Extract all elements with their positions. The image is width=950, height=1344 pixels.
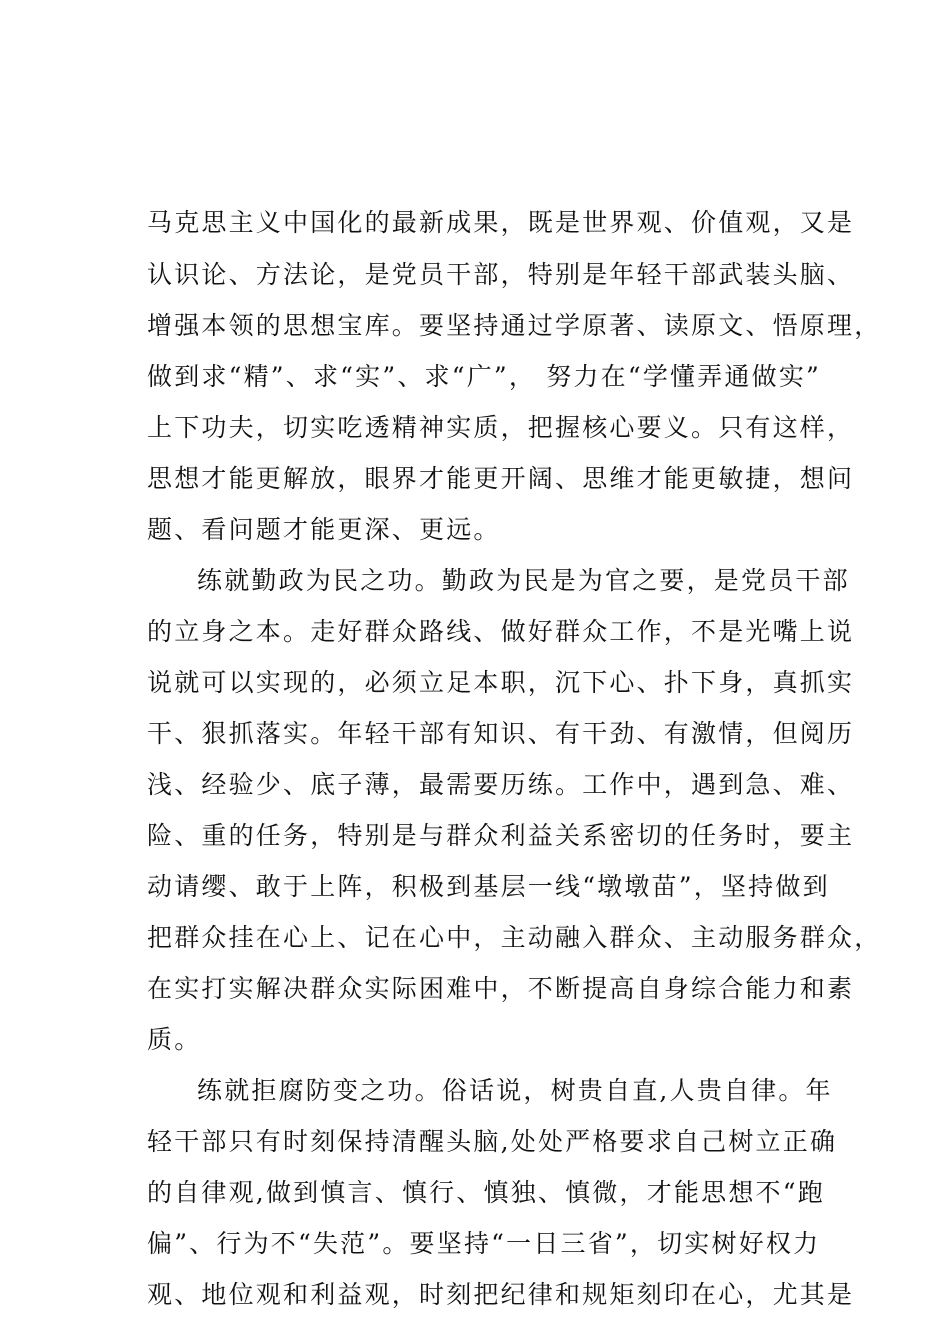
text-line: 的自律观,做到慎言、慎行、慎独、慎微，才能思想不“跑	[147, 1178, 825, 1207]
text-line: 在实打实解决群众实际困难中，不断提高自身综合能力和素	[147, 974, 855, 1003]
text-line: 观、地位观和利益观，时刻把纪律和规矩刻印在心，尤其是	[147, 1280, 855, 1309]
text-line: 偏”、行为不“失范”。要坚持“一日三省”，切实树好权力	[147, 1229, 821, 1258]
text-line: 质。	[147, 1025, 202, 1054]
text-line: 思想才能更解放，眼界才能更开阔、思维才能更敏捷，想问	[147, 464, 855, 493]
text-line: 浅、经验少、底子薄，最需要历练。工作中，遇到急、难、	[147, 770, 855, 799]
text-line: 说就可以实现的，必须立足本职，沉下心、扑下身，真抓实	[147, 668, 855, 697]
text-line: 增强本领的思想宝库。要坚持通过学原著、读原文、悟原理，	[147, 311, 882, 340]
text-line: 干、狠抓落实。年轻干部有知识、有干劲、有激情，但阅历	[147, 719, 855, 748]
paragraph-heading: 练就勤政为民之功。勤政为民是为官之要，是党员干部	[197, 566, 850, 595]
text-line: 动请缨、敢于上阵，积极到基层一线“墩墩苗”，坚持做到	[147, 872, 830, 901]
text-line: 认识论、方法论，是党员干部，特别是年轻干部武装头脑、	[147, 260, 855, 289]
paragraph-heading: 练就拒腐防变之功。俗话说，树贵自直,人贵自律。年	[197, 1076, 833, 1105]
text-line: 题、看问题才能更深、更远。	[147, 515, 501, 544]
text-line: 轻干部只有时刻保持清醒头脑,处处严格要求自己树立正确	[147, 1127, 838, 1156]
text-line: 上下功夫，切实吃透精神实质，把握核心要义。只有这样，	[147, 413, 855, 442]
text-line: 马克思主义中国化的最新成果，既是世界观、价值观，又是	[147, 208, 855, 237]
text-line: 险、重的任务，特别是与群众利益关系密切的任务时，要主	[147, 821, 855, 850]
text-line: 的立身之本。走好群众路线、做好群众工作，不是光嘴上说	[147, 617, 855, 646]
text-line: 把群众挂在心上、记在心中，主动融入群众、主动服务群众，	[147, 923, 882, 952]
text-line: 做到求“精”、求“实”、求“广”， 努力在“学懂弄通做实”	[147, 362, 821, 391]
